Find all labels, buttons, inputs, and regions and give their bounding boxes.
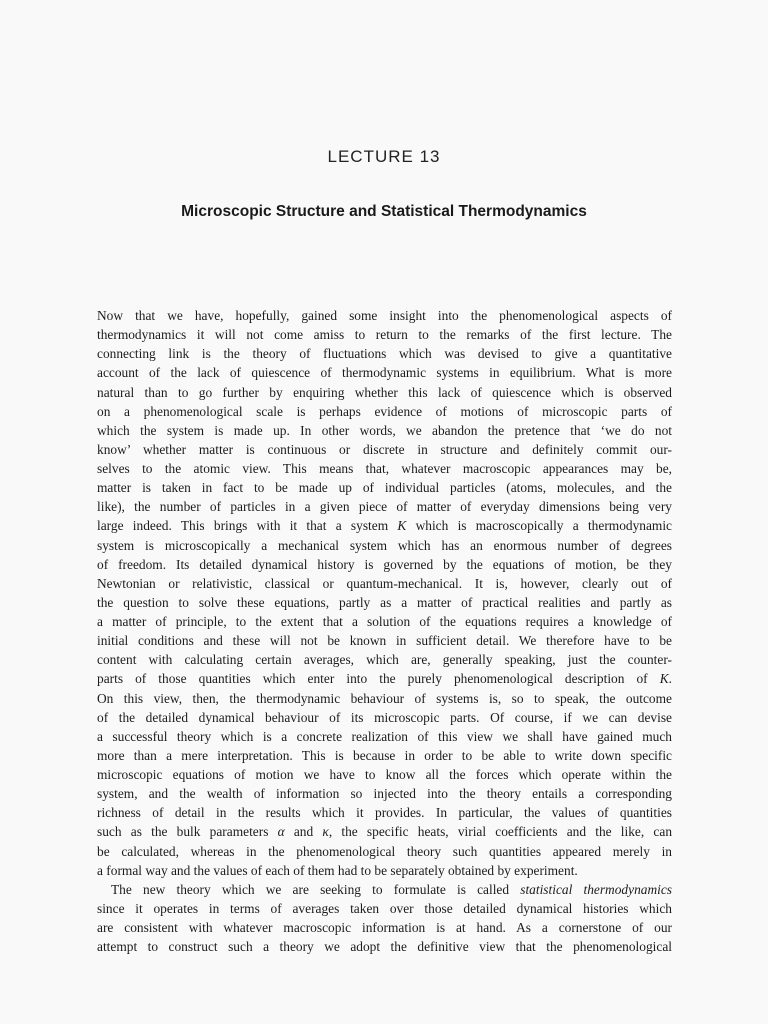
text-run: The new theory which we are seeking to formulate is called xyxy=(111,881,521,897)
lecture-title: Microscopic Structure and Statistical Thermodynamics xyxy=(181,203,587,220)
text-line: parts of those quantities which enter into the purely phenomenological description of K. xyxy=(97,671,672,687)
text-line: know’ whether matter is continuous or discrete in structure and definitely commit our- xyxy=(97,441,672,457)
text-line: Now that we have, hopefully, gained some insight into the phenomenological aspects of xyxy=(97,308,672,323)
text-line: On this view, then, the thermodynamic behaviour of systems is, so to speak, the outcome xyxy=(97,690,672,706)
body-text xyxy=(97,306,672,956)
text-line: system, and the wealth of information so injected into the theory entails a corresponding xyxy=(97,786,672,802)
text-line: initial conditions and these will not be known in sufficient detail. We therefore have to be xyxy=(97,633,672,649)
text-line: natural than to go further by enquiring whether this lack of quiescence which is observed xyxy=(97,384,672,400)
text-line: account of the lack of quiescence of thermodynamic systems in equilibrium. What is more xyxy=(97,365,672,381)
text-line: matter is taken in fact to be made up of individual particles (atoms, molecules, and the xyxy=(97,480,672,496)
text-line: such as the bulk parameters α and κ, the specific heats, virial coefficients and the like, can xyxy=(97,824,673,840)
text-line: content with calculating certain averages, which are, generally speaking, just the counter- xyxy=(97,652,672,668)
text-line: attempt to construct such a theory we adopt the definitive view that the phenomenological xyxy=(97,939,672,955)
text-line: be calculated, whereas in the phenomenological theory such quantities appeared merely in xyxy=(97,843,672,859)
text-line: system is microscopically a mechanical system which has an enormous number of degrees xyxy=(97,537,672,553)
text-line: a matter of principle, to the extent that a solution of the equations requires a knowledge of xyxy=(97,614,672,629)
paragraph-1 xyxy=(97,306,672,880)
text-line: large indeed. This brings with it that a system K which is macroscopically a thermodynamic xyxy=(97,518,672,534)
text-line: since it operates in terms of averages taken over those detailed dynamical histories which xyxy=(97,900,672,916)
text-line: like), the number of particles in a given piece of matter of everyday dimensions being very xyxy=(97,499,672,515)
lecture-number: LECTURE 13 xyxy=(327,147,441,166)
text-line: microscopic equations of motion we have to know all the forces which operate within the xyxy=(97,767,672,782)
text-line: richness of detail in the results which it provides. In particular, the values of quantities xyxy=(97,805,672,821)
italic-term: statistical thermodynamics xyxy=(520,881,672,897)
text-line: a formal way and the values of each of them had to be separately obtained by experiment. xyxy=(97,862,578,878)
text-line: connecting link is the theory of fluctuations which was devised to give a quantitative xyxy=(97,346,672,362)
paragraph-2 xyxy=(97,880,672,957)
text-line: of freedom. Its detailed dynamical history is governed by the equations of motion, be they xyxy=(97,556,672,572)
text-line: of the detailed dynamical behaviour of its microscopic parts. Of course, if we can devise xyxy=(97,709,672,725)
text-line: Newtonian or relativistic, classical or quantum-mechanical. It is, however, clearly out of xyxy=(97,575,672,591)
text-line: on a phenomenological scale is perhaps evidence of motions of microscopic parts of xyxy=(97,403,672,419)
text-line xyxy=(97,880,672,899)
text-line: a successful theory which is a concrete realization of this view we shall have gained much xyxy=(97,728,672,744)
text-line: are consistent with whatever macroscopic information is at hand. As a cornerstone of our xyxy=(97,920,672,935)
text-line: which the system is made up. In other words, we abandon the pretence that ‘we do not xyxy=(97,422,672,438)
text-line: the question to solve these equations, partly as a matter of practical realities and partly as xyxy=(97,594,672,610)
text-line: more than a mere interpretation. This is because in order to be able to write down specific xyxy=(97,747,672,763)
text-line: selves to the atomic view. This means that, whatever macroscopic appearances may be, xyxy=(97,461,672,476)
text-line: thermodynamics it will not come amiss to return to the remarks of the first lecture. The xyxy=(97,327,672,343)
